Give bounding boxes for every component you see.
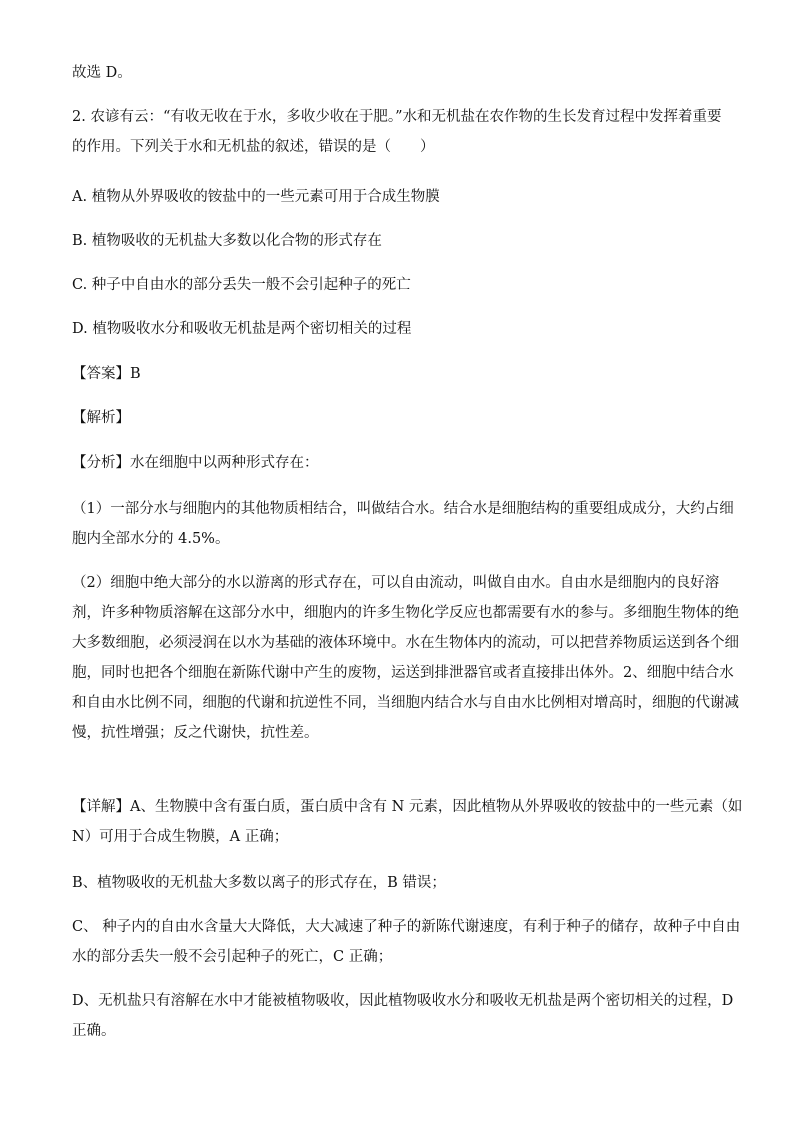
- analysis-line: 胞，同时也把各个细胞在新陈代谢中产生的废物，运送到排泄器官或者直接排出体外。2、细胞中结合水: [72, 665, 734, 681]
- analysis-intro: 【分析】水在细胞中以两种形式存在：: [72, 455, 319, 471]
- detail-line: D、无机盐只有溶解在水中才能被植物吸收，因此植物吸收水分和吸收无机盐是两个密切相关的过程，D: [72, 993, 734, 1009]
- answer-line: 【答案】B: [72, 366, 141, 382]
- detail-a: [72, 796, 742, 848]
- analysis-line: 和自由水比例不同，细胞的代谢和抗逆性不同，当细胞内结合水与自由水比例相对增高时，细胞的代谢减: [72, 695, 739, 711]
- question-line: 2. 农谚有云：“有收无收在于水，多收少收在于肥。”水和无机盐在农作物的生长发育过程中发挥着重要: [72, 109, 722, 125]
- analysis-line: （1）一部分水与细胞内的其他物质相结合，叫做结合水。结合水是细胞结构的重要组成成分，大约占细: [72, 501, 734, 517]
- question-line: 的作用。下列关于水和无机盐的叙述，错误的是（ ）: [72, 139, 435, 155]
- detail-line: 水的部分丢失一般不会引起种子的死亡，C 正确；: [72, 949, 393, 965]
- detail-c: [72, 916, 740, 968]
- detail-line: 正确。: [72, 1023, 116, 1039]
- option-d: D. 植物吸收水分和吸收无机盐是两个密切相关的过程: [72, 321, 412, 337]
- analysis-point-2: [72, 572, 739, 744]
- analysis-line: （2）细胞中绝大部分的水以游离的形式存在，可以自由流动，叫做自由水。自由水是细胞内的良好溶: [72, 575, 720, 591]
- option-a: A. 植物从外界吸收的铵盐中的一些元素可用于合成生物膜: [72, 189, 440, 205]
- detail-line: 【详解】A、生物膜中含有蛋白质，蛋白质中含有 N 元素，因此植物从外界吸收的铵盐中的一些元素（如: [72, 799, 743, 815]
- analysis-line: 剂，许多种物质溶解在这部分水中，细胞内的许多生物化学反应也都需要有水的参与。多细胞生物体的绝: [72, 605, 739, 621]
- analysis-line: 慢，抗性增强；反之代谢快，抗性差。: [72, 725, 319, 741]
- detail-line: N）可用于合成生物膜，A 正确；: [72, 829, 289, 845]
- option-c: C. 种子中自由水的部分丢失一般不会引起种子的死亡: [72, 277, 411, 293]
- detail-b: B、植物吸收的无机盐大多数以离子的形式存在，B 错误；: [72, 875, 446, 891]
- detail-d: [72, 990, 733, 1042]
- analysis-line: 大多数细胞，必须浸润在以水为基础的液体环境中。水在生物体内的流动，可以把营养物质运送到各个细: [72, 635, 739, 651]
- analysis-line: 胞内全部水分的 4.5%。: [72, 531, 230, 547]
- question-stem: [72, 106, 722, 158]
- option-b: B. 植物吸收的无机盐大多数以化合物的形式存在: [72, 233, 382, 249]
- analysis-point-1: [72, 498, 734, 550]
- previous-answer: 故选 D。: [72, 65, 132, 81]
- analysis-heading: 【解析】: [72, 410, 130, 426]
- detail-line: C、 种子内的自由水含量大大降低，大大减速了种子的新陈代谢速度，有利于种子的储存，故种子中自由: [72, 919, 741, 935]
